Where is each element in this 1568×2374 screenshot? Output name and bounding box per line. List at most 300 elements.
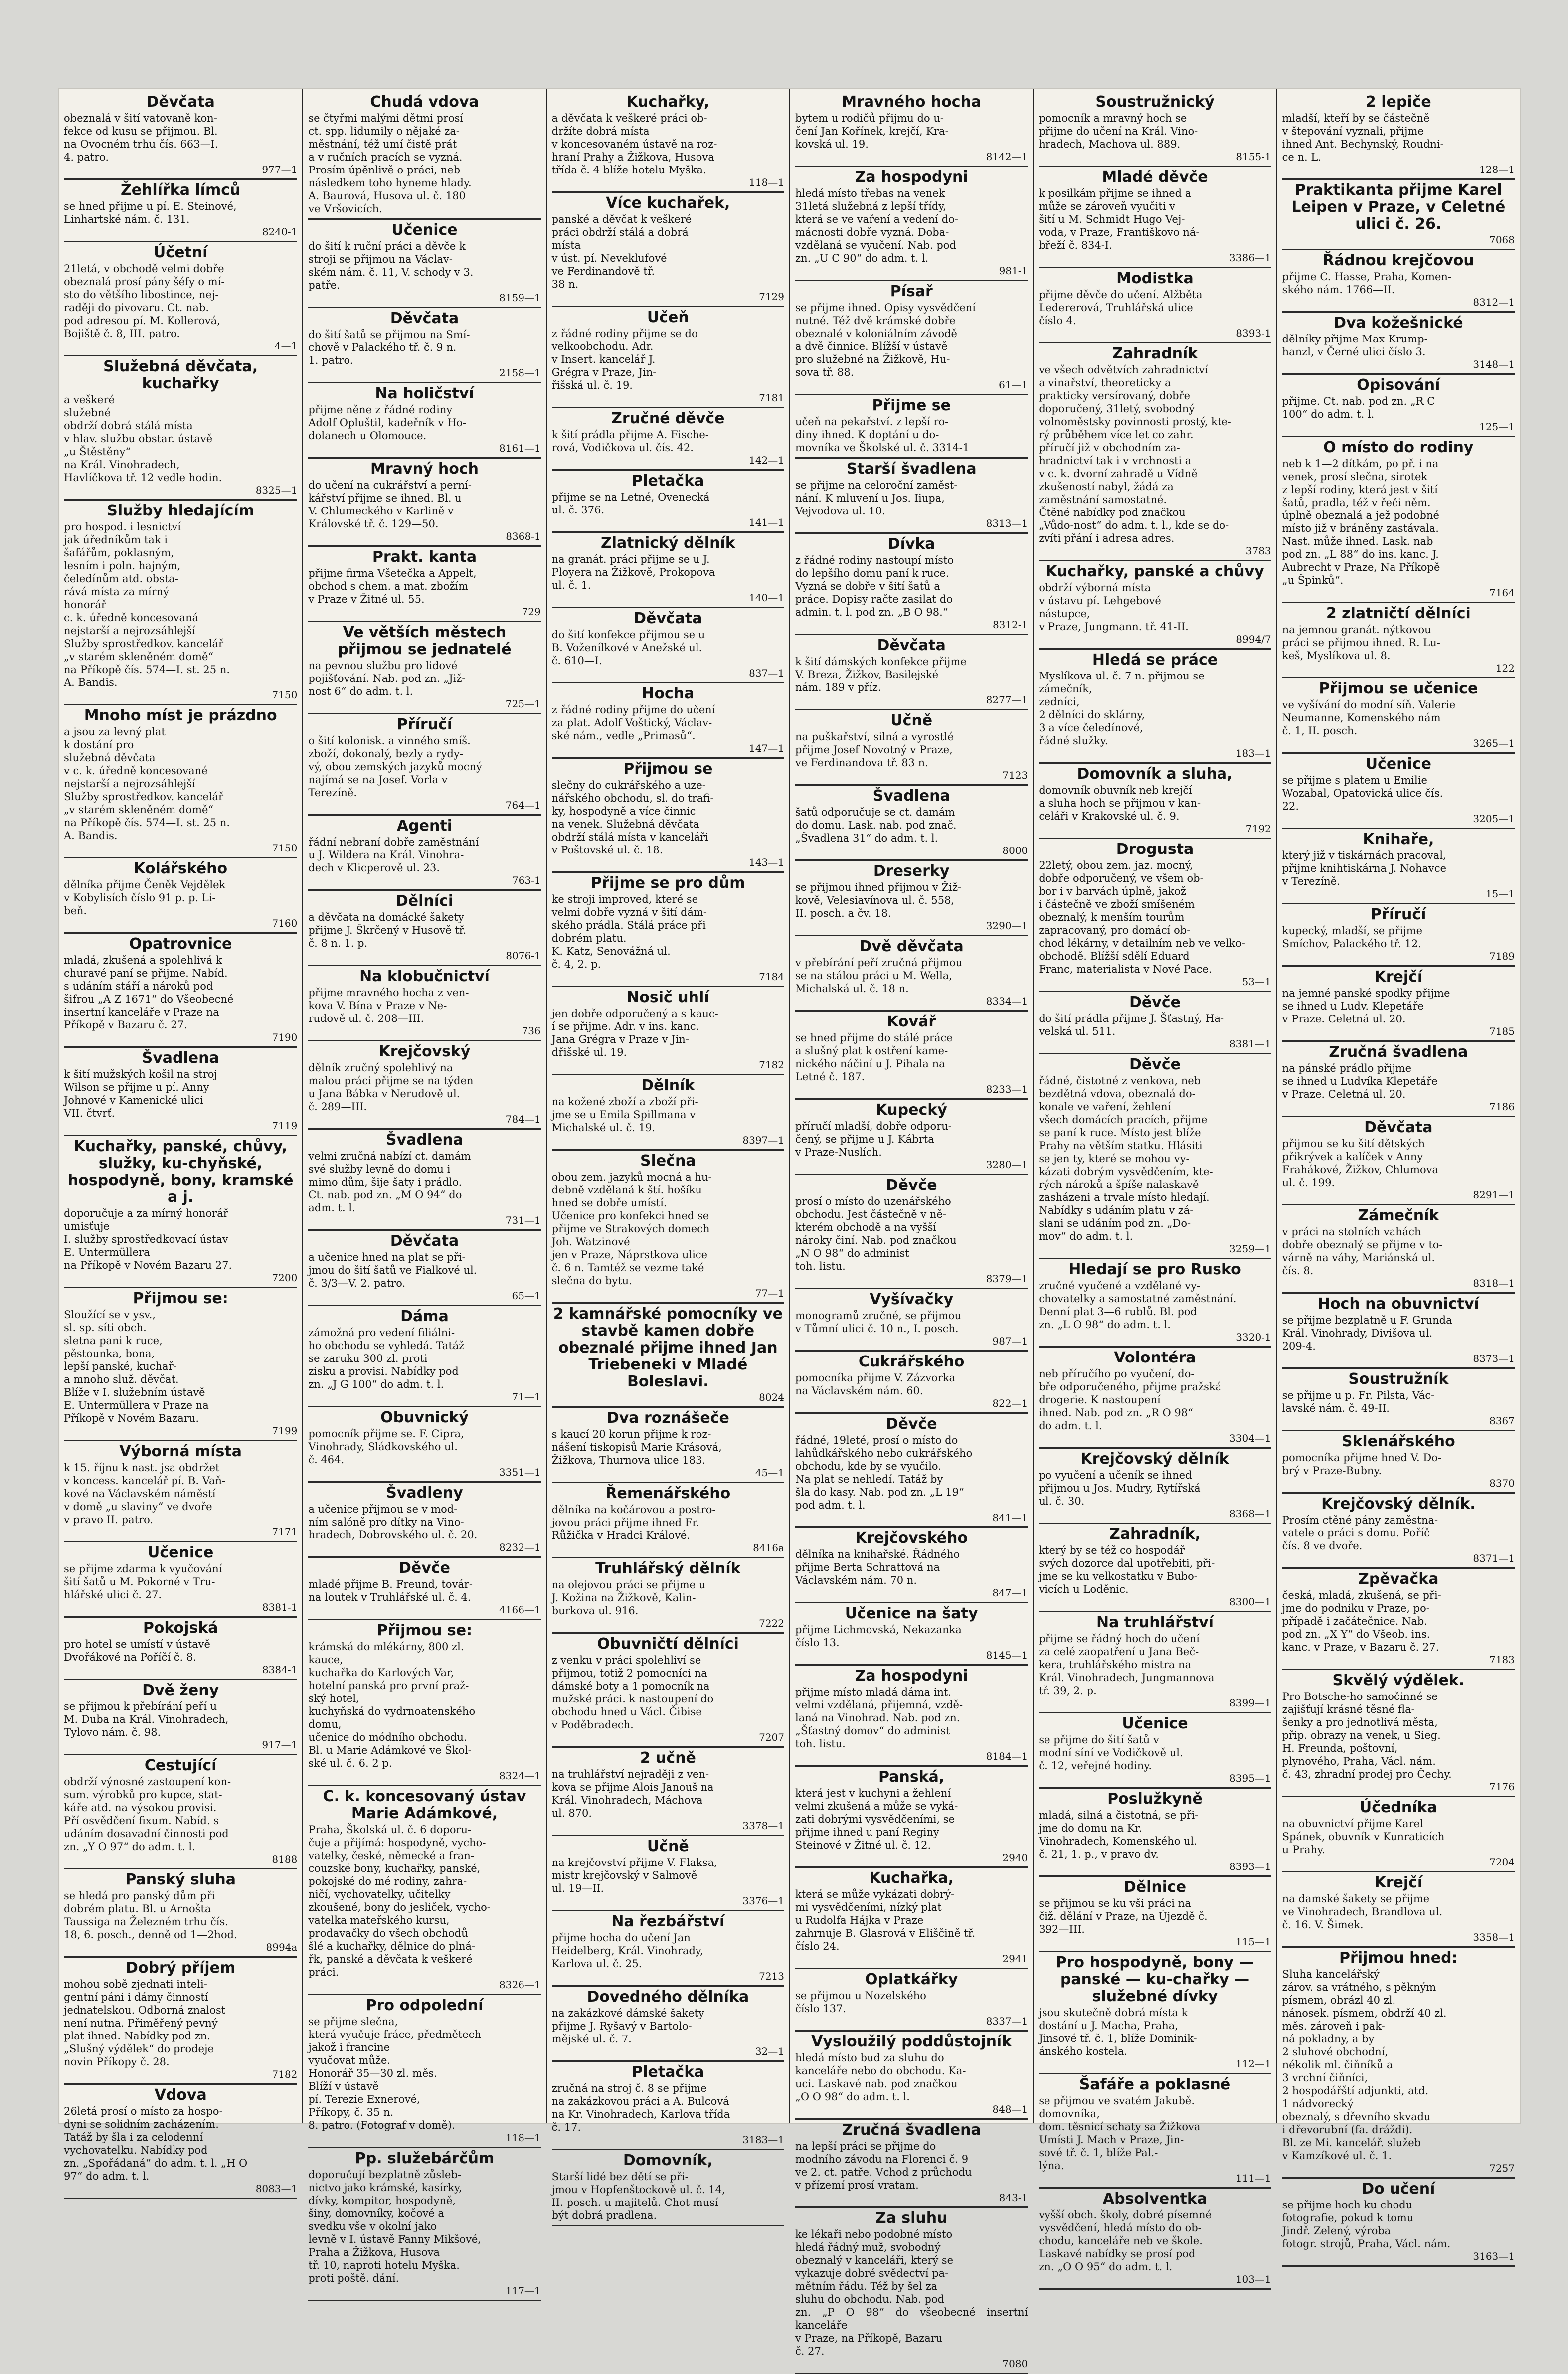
ad-number: 843-1 — [999, 2192, 1028, 2204]
classified-ad — [308, 816, 540, 891]
ad-heading: Děvče — [399, 1559, 450, 1577]
ad-heading: Chudá vdova — [370, 93, 479, 111]
ad-heading: Krejčovský — [378, 1043, 471, 1060]
ad-number: 8416a — [753, 1542, 784, 1554]
ad-body: doporučují bezplatně zůsleb- nictvo jako krámské, kasírky, dívky, kompitor, hospodyně, šiny, domovníky, kočové a svedku vše v okolní jako levně v I. ústavě Fanny Mikšové, Praha a Žižkova, Husova tř. 10, naproti hotelu Myška. proti poště. dání. — [308, 2169, 481, 2284]
ad-heading: Kolářského — [134, 860, 228, 877]
classified-ad — [1039, 1952, 1271, 2074]
ad-heading: Pp. služebárčům — [354, 2150, 495, 2167]
classified-ad — [552, 608, 784, 683]
ad-body: přijme se řádný hoch do učení za celé zaopatření u Jana Beč- kera, truhlářského mistra na Král. Vinohradech, Jungmannova tř. 39, 2. p. — [1039, 1633, 1215, 1696]
ad-number: 111—1 — [1235, 2172, 1271, 2184]
ad-body: na truhlářství nejraději z ven- kova se přijme Alois Janouš na Král. Vinohradech, Máchova ul. 870. — [551, 1768, 714, 1819]
ad-heading: Kuchařka, — [869, 1869, 954, 1887]
ad-heading: Přijmou se učenice — [1319, 680, 1478, 697]
ad-number: 3378—1 — [742, 1820, 784, 1832]
ad-body: na lepší práci se přijme do modního závodu na Florenci č. 9 ve 2. ct. patře. Vchod z průchodu v přízemí prosí vratam. — [795, 2140, 972, 2191]
ad-body: řádní nebraní dobře zaměstnání u J. Wildera na Král. Vinohra- dech v Klicperově ul. 23. — [308, 836, 479, 874]
ad-number: 45—1 — [755, 1467, 784, 1479]
ad-body: mladší, kteří by se částečně v štepování vyznali, přijme ihned Ant. Bechynský, Roudni- ce n. L. — [1282, 112, 1444, 163]
classified-ad — [795, 167, 1028, 281]
ad-body: na pevnou službu pro lidové pojišťování. Nab. pod zn. „Již- nost 6“ do adm. t. l. — [308, 660, 466, 697]
classified-ad — [552, 1558, 784, 1634]
ad-heading: Zručné děvče — [611, 410, 725, 427]
classified-ad — [795, 1603, 1028, 1666]
ad-number: 8240-1 — [262, 226, 298, 238]
classified-ad — [795, 1414, 1028, 1528]
classified-ad — [64, 1048, 297, 1136]
classified-ad — [1039, 268, 1271, 343]
ad-heading: Absolventka — [1102, 2190, 1208, 2207]
ad-body: monogramů zručné, se přijmou v Tůmní ulici č. 10 n., I. posch. — [795, 1310, 962, 1335]
ad-number: 77—1 — [755, 1287, 784, 1299]
ad-body: mladé přijme B. Freund, továr- na loutek v Truhlářské ul. č. 4. — [308, 1578, 473, 1603]
ad-heading: Zahradník, — [1109, 1526, 1201, 1543]
ad-number: 8233—1 — [986, 1083, 1028, 1095]
ad-body: na puškařství, silná a vyrostlé přijme Josef Novotný v Praze, ve Ferdinandova tř. 83 n. — [795, 731, 954, 769]
classified-ad — [1282, 1042, 1515, 1117]
ad-body: pomocníka přijme hned V. Do- brý v Praze-Bubny. — [1282, 1452, 1441, 1477]
classified-ad — [1039, 1713, 1271, 1789]
classified-ad — [1282, 1205, 1515, 1294]
ad-number: 7222 — [759, 1617, 784, 1629]
ad-heading: 2 zlatničtí dělníci — [1326, 605, 1471, 622]
ad-body: o šití kolonisk. a vinného smíš. zboží, dokonalý, bezly a rydy- vý, obou zemských jazyků mocný najímá se na Josef. Vorla v Terezíně. — [308, 735, 482, 799]
ad-body: jen dobře odporučený a s kauc- í se přijme. Adr. v ins. kanc. Jana Grégra v Praze v Jin- dřišské ul. 19. — [551, 1008, 718, 1058]
classified-ad — [1039, 1524, 1271, 1612]
ad-body: ke stroji improved, které se velmi dobře vyzná v šití dám- ského prádla. Stálá práce při dobrém platu. K. Katz, Senovážná ul. č. 4, 2. p. — [551, 893, 707, 970]
ad-number: 8384-1 — [262, 1664, 298, 1676]
ad-number: 7207 — [759, 1731, 784, 1743]
ad-heading: Dreserky — [873, 862, 950, 880]
classified-ad — [552, 1911, 784, 1987]
ad-body: a děvčata k veškeré práci ob- držíte dobrá místa v koncesovaném ústavě na roz- hraní Prahy a Žižkova, Husova třída č. 4 blíže hotelu Myška. — [551, 112, 717, 176]
classified-ad — [308, 1558, 540, 1620]
ad-body: Starší lidé bez dětí se při- jmou v Hopfenštockově ul. č. 14, II. posch. u majitelů. Chot musí být dobrá pradlena. — [551, 2171, 725, 2221]
ad-number: 8024 — [759, 1391, 784, 1403]
ad-body: a veškeré služebné obdrží dobrá stálá místa v hlav. službu obstar. ústavě „u Štěstěny“ na Král. Vinohradech, Havlíčkova tř. 12 vedle hodin. — [64, 394, 222, 484]
ad-body: pomocník a mravný hoch se přijme do učení na Král. Vino- hradech, Machova ul. 889. — [1039, 112, 1198, 150]
ad-number: 8161—1 — [499, 442, 541, 454]
ad-heading: Krejčovského — [855, 1529, 968, 1547]
ad-body: z řádné rodiny přijme do učení za plat. Adolf Voštický, Václav- ské nám., vedle „Primasů“. — [551, 704, 715, 742]
ad-body: krámská do mlékárny, 800 zl. kauce, kuchařka do Karlových Var, hotelní panská pro první praž- ský hotel, kuchyňská do vydrnoatenského domu, učenice do módního obchodu. Bl. u Marie Adámkové ve Škol- ské ul. č. 6. 2 p. — [308, 1641, 476, 1769]
ad-number: 8381—1 — [1229, 1038, 1271, 1050]
ad-number: 143—1 — [749, 856, 784, 868]
ad-heading: Krejčí — [1374, 968, 1423, 986]
ad-body: obdrží výnosné zastoupení kon- sum. výrobků pro kupce, stat- káře atd. na výsokou provisi. Pří osvědčení fixum. Nabíd. s udáním dosavadní činnosti pod zn. „Y O 97“ do adm. t. l. — [64, 1776, 231, 1853]
classified-ad — [1282, 180, 1515, 250]
classified-ad — [1039, 650, 1271, 764]
ad-number: 822—1 — [992, 1397, 1028, 1409]
ad-body: se přijme do šití šatů v modní síní ve Vodičkově ul. č. 12, veřejné hodiny. — [1039, 1734, 1183, 1772]
ad-number: 8159—1 — [499, 292, 541, 304]
ad-number: 125—1 — [1479, 421, 1515, 433]
ad-number: 7199 — [272, 1425, 298, 1437]
ad-heading: Přijmou se: — [376, 1622, 473, 1639]
ad-heading: Skvělý výdělek. — [1332, 1672, 1465, 1689]
classified-columns — [59, 89, 1520, 2370]
classified-ad — [795, 861, 1028, 936]
ad-body: přijmou se ku šití dětských přikrývek a kalíček v Anny Frahákové, Žižkov, Chlumova ul. č. 199. — [1282, 1138, 1439, 1188]
ad-number: 53—1 — [1242, 976, 1271, 988]
classified-ad — [1282, 1431, 1515, 1494]
ad-number: 8000 — [1002, 845, 1028, 856]
classified-ad — [1282, 250, 1515, 313]
ad-number: 122 — [1495, 662, 1515, 674]
ad-body: s kaucí 20 korun přijme k roz- nášení tiskopisů Marie Krásová, Žižkova, Thurnova ulice 183. — [551, 1428, 722, 1466]
ad-heading: Do učení — [1362, 2180, 1435, 2198]
classified-ad — [1039, 764, 1271, 839]
classified-ad — [795, 1666, 1028, 1767]
classified-ad — [552, 987, 784, 1075]
ad-body: mladá, zkušená a spolehlivá k churavé paní se přijme. Nabíd. s udáním stáří a nároků pod šifrou „A Z 1671“ do Všeobecné insertní kanceláře v Praze na Příkopě v Bazaru č. 27. — [64, 954, 234, 1031]
ad-number: 61—1 — [999, 379, 1028, 391]
classified-ad — [308, 1620, 540, 1786]
classified-ad — [308, 1041, 540, 1130]
classified-ad — [795, 1100, 1028, 1175]
ad-heading: Hoch na obuvnictví — [1317, 1295, 1479, 1313]
ad-number: 917—1 — [262, 1739, 298, 1751]
ad-body: dělníka na knihařské. Řádného přijme Berta Schrattová na Václavském nám. 70 n. — [795, 1548, 960, 1586]
ad-heading: Švadlena — [385, 1131, 464, 1149]
ad-number: 3290—1 — [986, 920, 1028, 932]
ad-heading: Mladé děvče — [1102, 169, 1208, 186]
ad-heading: Švadlena — [872, 787, 950, 805]
classified-ad — [64, 1618, 297, 1680]
ad-heading: Zlatnický dělník — [600, 534, 735, 552]
classified-ad — [64, 934, 297, 1048]
ad-body: zručná na stroj č. 8 se přijme na zakázkovou práci a A. Bulcová na Kr. Vinohradech, Karlova třída č. 17. — [551, 2082, 730, 2133]
classified-ad — [1282, 1872, 1515, 1948]
ad-body: přijme něne z řádné rodiny Adolf Opluštil, kadeřník v Ho- dolanech u Olomouce. — [308, 404, 467, 442]
ad-body: do učení na cukrářství a perní- kářství přijme se ihned. Bl. u V. Chlumeckého v Karlině v Královské tř. č. 129—50. — [308, 479, 472, 530]
ad-body: z řádné rodiny přijme se do velkoobchodu. Adr. v Insert. kancelář J. Grégra v Praze, Jin- řišská ul. č. 19. — [551, 328, 698, 391]
classified-ad — [64, 2085, 297, 2199]
ad-body: na krejčovství přijme V. Flaksa, mistr krejčovský v Salmově ul. 19—II. — [551, 1857, 717, 1894]
ad-body: na olejovou práci se přijme u J. Kožina na Žižkově, Kalin- burkova ul. 916. — [551, 1579, 706, 1617]
ad-body: a děvčata na domácké šakety přijme J. Škrčený v Husově tř. č. 8 n. 1. p. — [308, 911, 467, 949]
ad-body: na damské šakety se přijme ve Vinohradech, Brandlova ul. č. 16. V. Šimek. — [1282, 1893, 1443, 1931]
ad-heading: Prakt. kanta — [372, 548, 477, 566]
ad-number: 7171 — [272, 1526, 298, 1538]
ad-body: a učenice přijmou se v mod- ním salóně pro dítky na Vino- hradech, Dobrovského ul. č. 20. — [308, 1503, 478, 1541]
ad-heading: Pletačka — [632, 472, 704, 490]
ad-body: hledá místo bud za sluhu do kanceláře nebo do obchodu. Ka- uci. Laskavé nab. pod značkou „O O 98“ do adm. t. l. — [795, 2052, 966, 2103]
column-5 — [1033, 89, 1276, 2285]
ad-body: neb k 1—2 dítkám, po př. i na venek, prosí slečna, sirotek z lepší rodiny, která jest v šití šatů, pradla, též v řeči něm. úplně obeznalá a jež podobné místo již v bráněny zastávala. Nast. může ihned. Lask. nab pod zn. „L 88“ do ins. kanc. J. Aubrecht v Praze, Na Příkopě „u Špinků“. — [1282, 458, 1440, 586]
ad-number: 3163—1 — [1473, 2250, 1515, 2262]
ad-number: 7183 — [1489, 1654, 1515, 1666]
ad-heading: Agenti — [396, 817, 452, 835]
classified-ad — [795, 1528, 1028, 1603]
ad-number: 3259—1 — [1229, 1243, 1271, 1255]
ad-heading: Knihaře, — [1363, 831, 1434, 848]
classified-ad — [1282, 829, 1515, 904]
ad-heading: Dovedného dělníka — [587, 1988, 749, 2006]
ad-number: 7176 — [1489, 1781, 1515, 1793]
classified-ad — [552, 1304, 784, 1408]
ad-heading: Dvě ženy — [142, 1682, 219, 1699]
classified-ad — [795, 1767, 1028, 1868]
ad-heading: Za sluhu — [875, 2209, 948, 2227]
ad-body: přijme C. Hasse, Praha, Komen- ského nám. 1766—II. — [1282, 271, 1452, 296]
ad-body: a učenice hned na plat se při- jmou do šití šatů ve Fialkové ul. č. 3/3—V. 2. patro. — [308, 1251, 477, 1289]
classified-ad — [1039, 1259, 1271, 1348]
classified-ad — [1282, 1569, 1515, 1670]
classified-ad — [1282, 904, 1515, 967]
classified-ad — [1282, 375, 1515, 437]
ad-body: pomocníka přijme V. Zázvorka na Václavském nám. 60. — [795, 1372, 956, 1397]
ad-body: který by se též co hospodář svých dozorce dal upotřebiti, při- jme se ku velkostatku v Bubo- vicích u Loděnic. — [1039, 1544, 1215, 1595]
classified-ad — [308, 1483, 540, 1558]
classified-ad — [1282, 678, 1515, 754]
ad-heading: Kovář — [887, 1013, 936, 1030]
ad-heading: Služebná děvčata, kuchařky — [103, 358, 258, 392]
ad-heading: Šafáře a poklasné — [1079, 2076, 1231, 2093]
ad-heading: Hocha — [642, 685, 695, 702]
classified-ad — [308, 92, 540, 220]
classified-ad — [795, 786, 1028, 861]
ad-body: se přijmou se ku vši práci na čiž. dělání v Praze, na Újezdě č. 392—III. — [1039, 1897, 1208, 1935]
ad-heading: Ve větších městech přijmou se jednatelé — [338, 624, 512, 658]
ad-number: 977—1 — [262, 164, 298, 175]
ad-body: se přijme slečna, která vyučuje fráce, předmětech jakož i francine vyučovat může. Honorář 35—30 zl. měs. Blíží v ústavě pí. Terezie Exnerové, Příkopy, č. 35 n. 8. patro. (Fotograf v domě). — [308, 2016, 482, 2131]
classified-ad — [795, 1012, 1028, 1100]
classified-ad — [795, 1175, 1028, 1289]
ad-number: 8371—1 — [1473, 1552, 1515, 1564]
ad-number: 8188 — [272, 1853, 298, 1865]
ad-heading: Slečna — [640, 1152, 696, 1170]
ad-body: prosí o místo do uzenářského obchodu. Jest částečně v ně- kterém obchodě a na vyšší nároky činí. Nab. pod značkou „N O 98“ do administ toh. listu. — [795, 1195, 957, 1272]
ad-number: 7184 — [759, 971, 784, 983]
classified-ad — [1282, 313, 1515, 375]
classified-ad — [64, 1441, 297, 1542]
ad-heading: Cukrářského — [858, 1353, 965, 1370]
ad-body: přijme mravného hocha z ven- kova V. Bína v Praze v Ne- rudově ul. č. 208—III. — [308, 987, 469, 1024]
ad-number: 8083—1 — [255, 2183, 298, 2195]
ad-number: 3783 — [1245, 545, 1271, 557]
ad-number: 8381-1 — [262, 1601, 298, 1613]
ad-number: 142—1 — [749, 454, 784, 466]
ad-body: velmi zručná nabízí ct. damám své služby levně do domu i mimo dům, šije šaty i prádlo. Ct. nab. pod zn. „M O 94“ do adm. t. l. — [308, 1150, 471, 1214]
ad-number: 8145—1 — [986, 1649, 1028, 1661]
ad-body: řádné, čistotné z venkova, neb bezdětná vdova, obeznalá do- konale ve vaření, žehlení všech domácích pracích, přijme se paní k ruce. Místo jest blíže Prahy na větším statku. Hlásiti se jen ty, které se mohou vy- kázati dobrým vysvědčením, kte- rých nároků a špíše nalaskavě zasházeni a trvale místo hledají. Nabídky s udáním platu v zá- slani se udáním pod zn. „Do- mov“ do adm. t. l. — [1039, 1075, 1213, 1242]
ad-number: 3183—1 — [742, 2134, 784, 2146]
classified-ad — [552, 1748, 784, 1836]
ad-heading: Dívka — [887, 535, 935, 553]
ad-heading: Děvčata — [1364, 1119, 1433, 1136]
classified-ad — [1282, 1494, 1515, 1569]
ad-heading: 2 kamnářské pomocníky ve stavbě kamen dobře obeznalé přijme ihned Jan Triebeneki v Mladé Boleslavi. — [553, 1305, 783, 1390]
ad-body: Sloužící se v ysv., sl. sp. síti obch. sletna pani k ruce, pěstounka, bona, lepší panské, kuchař- a mnoho služ. děvčat. Blíže v I. služebním ústavě E. Untermüllera v Praze na Příkopě v Novém Bazaru. — [64, 1309, 209, 1424]
ad-number: 3351—1 — [499, 1466, 541, 1478]
classified-ad — [552, 683, 784, 759]
ad-number: 115—1 — [1235, 1936, 1271, 1948]
ad-body: která jest v kuchyni a žehlení velmi zkušená a může se vyká- zati dobrými vysvědčeními, se přijme ihned u paní Reginy Steinové v Žitné ul. č. 12. — [795, 1787, 958, 1851]
ad-number: 8399—1 — [1229, 1697, 1271, 1709]
classified-ad — [552, 471, 784, 533]
ad-number: 8325—1 — [255, 484, 298, 496]
ad-number: 8076-1 — [506, 950, 541, 962]
ad-heading: Za hospodyni — [855, 1667, 968, 1685]
classified-ad — [552, 2150, 784, 2226]
ad-heading: 2 učně — [640, 1749, 696, 1767]
ad-heading: Učenice — [1365, 755, 1431, 773]
classified-ad — [64, 705, 297, 858]
ad-body: se přijme u p. Fr. Pilsta, Vác- lavské nám. č. 49-II. — [1282, 1389, 1435, 1414]
ad-number: 736 — [522, 1025, 541, 1037]
ad-heading: Modistka — [1116, 270, 1194, 287]
ad-heading: Děvčata — [146, 93, 215, 111]
ad-number: 8994/7 — [1236, 633, 1271, 645]
ad-heading: Na holičství — [375, 385, 474, 402]
ad-number: 3376—1 — [742, 1895, 784, 1907]
ad-body: neb příručího po vyučení, do- bře odporučeného, přijme pražská drogerie. K nastoupení ihned. Nab. pod zn. „R O 98“ do adm. t. l. — [1039, 1368, 1222, 1432]
ad-heading: Krejčí — [1374, 1874, 1423, 1891]
ad-heading: Příručí — [396, 716, 453, 733]
classified-ad — [1282, 1948, 1515, 2179]
classified-ad — [795, 2032, 1028, 2120]
ad-heading: Zahradník — [1112, 345, 1198, 362]
ad-heading: Učenice — [1122, 1715, 1188, 1732]
ad-number: 7160 — [272, 917, 298, 929]
classified-ad — [64, 1288, 297, 1441]
ad-heading: Krejčovský dělník. — [1321, 1495, 1476, 1513]
ad-body: mladá, silná a čistotná, se při- jme do domu na Kr. Vinohradech, Komenského ul. č. 21, 1. p., v pravo dv. — [1039, 1809, 1199, 1860]
ad-body: na jemné panské spodky přijme se ihned u Ludv. Klepetáře v Praze. Celetná ul. 20. — [1282, 987, 1450, 1025]
ad-body: 26letá prosí o místo za hospo- dyni se solidním zacházením. Tatáž by šla i za celodenní vychovatelku. Nabídky pod zn. „Spořádaná“ do adm. t. l. „H O 97“ do adm. t. l. — [64, 2105, 248, 2182]
ad-heading: Žehlířka límců — [120, 181, 241, 199]
ad-body: panské a děvčat k veškeré práci obdrží stálá a dobrá místa v úst. pí. Neveklufové ve Ferdinandově tř. 38 n. — [551, 213, 692, 290]
ad-heading: Dělník — [641, 1077, 695, 1094]
ad-body: do šití prádla přijme J. Šťastný, Ha- velská ul. 511. — [1039, 1013, 1224, 1037]
classified-ad — [795, 281, 1028, 395]
ad-heading: Hledají se pro Rusko — [1068, 1261, 1241, 1278]
ad-body: 21letá, v obchodě velmi dobře obeznalá prosí pány šéfy o mí- sto do většího libostince, nej- raději do pivovaru. Ct. nab. pod adresou pí. M. Kollerová, Bojiště č. 8, III. patro. — [64, 263, 225, 339]
ad-heading: Dva kožešnické — [1334, 314, 1463, 332]
ad-body: šatů odporučuje se ct. damám do domu. Lask. nab. pod znač. „Švadlena 31“ do adm. t. l. — [795, 806, 957, 844]
classified-ad — [795, 635, 1028, 710]
ad-number: 7185 — [1489, 1025, 1515, 1037]
ad-body: na zakázkové dámské šakety přijme J. Ryšavý v Bartolo- mějské ul. č. 7. — [551, 2007, 704, 2045]
classified-ad — [1282, 603, 1515, 678]
ad-heading: Služby hledajícím — [107, 502, 255, 519]
classified-ad — [552, 759, 784, 873]
ad-number: 118—1 — [505, 2132, 541, 2144]
classified-ad — [552, 193, 784, 307]
classified-ad — [308, 459, 540, 547]
ad-heading: Více kuchařek, — [606, 194, 730, 212]
classified-ad — [308, 622, 540, 714]
ad-number: 987—1 — [992, 1335, 1028, 1347]
ad-body: v práci na stolních vahách dobře obeznalý se přijme v to- várně na váhy, Mariánská ul. čís. 8. — [1282, 1226, 1443, 1277]
ad-number: 140—1 — [749, 592, 784, 604]
ad-body: se přijmou ihned přijmou v Žiž- kově, Velesiavínova ul. č. 558, II. posch. a čv. 18. — [795, 881, 962, 919]
ad-number: 8312-1 — [992, 619, 1028, 631]
ad-number: 3386—1 — [1229, 252, 1271, 264]
classified-ad — [64, 858, 297, 934]
ad-body: kupecký, mladší, se přijme Smíchov, Palackého tř. 12. — [1282, 925, 1423, 950]
ad-number: 837—1 — [749, 667, 784, 679]
ad-heading: Děvčata — [634, 610, 702, 627]
classified-ad — [552, 1151, 784, 1304]
ad-number: 8326—1 — [499, 1979, 541, 1991]
ad-heading: Děvčata — [390, 310, 459, 327]
ad-number: 8184—1 — [986, 1750, 1028, 1762]
ad-heading: Zručná švadlena — [842, 2121, 981, 2139]
classified-ad — [308, 308, 540, 383]
ad-heading: Domovník, — [623, 2152, 713, 2169]
ad-number: 7150 — [272, 842, 298, 854]
ad-body: řádné, 19leté, prosí o místo do lahůdkářského nebo cukrářského obchodu, kde by se vyučilo. Na plat se nehledí. Tatáž by šla do kasy. Nab. pod zn. „L 19“ pod adm. t. l. — [795, 1434, 973, 1511]
ad-heading: Dvě děvčata — [859, 938, 964, 955]
ad-number: 8994a — [266, 1941, 298, 1953]
ad-number: 7213 — [759, 1970, 784, 1982]
ad-heading: Švadleny — [386, 1484, 463, 1502]
ad-number: 118—1 — [749, 176, 784, 188]
ad-number: 848—1 — [992, 2103, 1028, 2115]
classified-ad — [795, 1868, 1028, 1969]
ad-body: hledá místo třebas na venek 31letá služebná z lepší třídy, která se ve vaření a vedení do- mácnosti dobře vyzná. Doba- vzdělaná se vyučení. Nab. pod zn. „U C 90“ do adm. t. l. — [795, 187, 958, 264]
classified-ad — [795, 534, 1028, 635]
ad-body: dělníka přijme Čeněk Vejdělek v Kobylisích číslo 91 p. p. Li- beň. — [64, 879, 226, 917]
column-4 — [789, 89, 1033, 2370]
ad-body: ve všech odvětvích zahradnictví a vinařství, theoreticky a prakticky versírovaný, dobře doporučený, 31letý, svobodný volnoměstsky povinnosti prostý, kte- rý průběhem více let co zahr. příručí již v obchodním za- hradnictví tak i v vrchnosti a v c. k. dvorní zahradě u Vídně zkušeností nabyl, žádá za zaměstnání samostatné. Čtěné nabídky pod značkou „Vůdo-nost“ do adm. t. l., kde se do- zvíti přání i adresa adres. — [1039, 364, 1231, 544]
classified-ad — [1039, 1789, 1271, 1877]
ad-heading: Zpěvačka — [1358, 1570, 1439, 1588]
classified-ad — [795, 1969, 1028, 2032]
classified-ad — [1039, 2189, 1271, 2290]
ad-heading: Zámečník — [1358, 1207, 1439, 1224]
classified-ad — [552, 1634, 784, 1748]
ad-body: pro hospod. i lesnictví jak úředníkům tak i šafářům, poklasným, lesním i poln. hajným, čeledínům atd. obsta- rává místa za mírný honorář c. k. úředně koncesovaná nejstarší a nejrozsáhlejší Služby sprostředkov. kancelář „v starém skleněném domě“ na Příkopě čís. 574—I. st. 25 n. A. Bandis. — [64, 521, 230, 688]
ad-heading: Dva roznášeče — [606, 1409, 729, 1427]
ad-number: 8300—1 — [1229, 1596, 1271, 1608]
ad-number: 7200 — [272, 1272, 298, 1284]
ad-number: 8370 — [1489, 1477, 1515, 1489]
ad-body: se čtyřmi malými dětmi prosí ct. spp. lidumily o nějaké za- městnání, též umí čistě prát a v ručních pracích se vyzná. Prosím úpěnlivě o práci, neb následkem toho hyneme hlady. A. Baurová, Husova ul. č. 180 ve Vršovicích. — [308, 112, 472, 215]
ad-heading: Dělnice — [1123, 1878, 1187, 1896]
classified-ad — [64, 501, 297, 705]
ad-number: 7186 — [1489, 1101, 1515, 1113]
ad-heading: Příručí — [1371, 906, 1426, 923]
ad-heading: Švadlena — [142, 1049, 219, 1067]
ad-body: který již v tiskárnách pracoval, přijme knihtiskárna J. Nohavce v Terezíně. — [1282, 849, 1447, 887]
ad-number: 8393-1 — [1236, 327, 1271, 339]
ad-body: Prosím ctěné pány zaměstna- vatele o práci s domu. Poříč čís. 8 ve dvoře. — [1282, 1514, 1438, 1552]
newspaper-page — [59, 89, 1520, 2370]
ad-number: 981-1 — [999, 265, 1028, 277]
ad-heading: Na truhlářství — [1096, 1614, 1214, 1631]
ad-body: přijme místo mladá dáma int. velmi vzdělaná, přijemná, vzdě- laná na Vinohrad. Nab. pod zn. „Šťastný domov“ do administ toh. listu. — [795, 1686, 963, 1750]
ad-number: 763-1 — [512, 874, 541, 886]
ad-body: dělníky přijme Max Krump- hanzl, v Černé ulici číslo 3. — [1282, 333, 1428, 358]
classified-ad — [552, 1987, 784, 2062]
ad-heading: Cestující — [144, 1757, 217, 1774]
ad-number: 729 — [522, 606, 541, 618]
classified-ad — [308, 891, 540, 966]
ad-number: 8142—1 — [986, 151, 1028, 163]
ad-body: v přebírání peří zručná přijmou se na stálou práci u M. Wella, Michalská ul. č. 18 n. — [795, 957, 963, 995]
ad-number: 7080 — [1002, 2358, 1028, 2370]
ad-body: přijme děvče do učení. Alžběta Ledererová, Truhlářská ulice číslo 4. — [1039, 289, 1203, 327]
classified-ad — [1039, 1612, 1271, 1713]
ad-heading: Řemenářského — [605, 1485, 731, 1502]
classified-ad — [552, 1836, 784, 1911]
ad-heading: Děvčata — [877, 637, 946, 654]
ad-body: Sluha kancelářský zárov. sa vrátného, s pěkným písmem, obrázl 40 zl. nánosek. písmem, obdrží 40 zl. měs. zároveň i pak- ná pokladny, a by 2 sluhové obchodní, nékolik ml. čiňníků a 3 vrchní čiňníci, 2 hospodářští adjunkti, atd. 1 nádvorecký obeznalý, s dřevního skvadu i dřevorubní (fa. dráždi). Bl. ze Mi. kancelář. služeb v Kamzíkové ul. č. 1. — [1282, 1968, 1447, 2162]
